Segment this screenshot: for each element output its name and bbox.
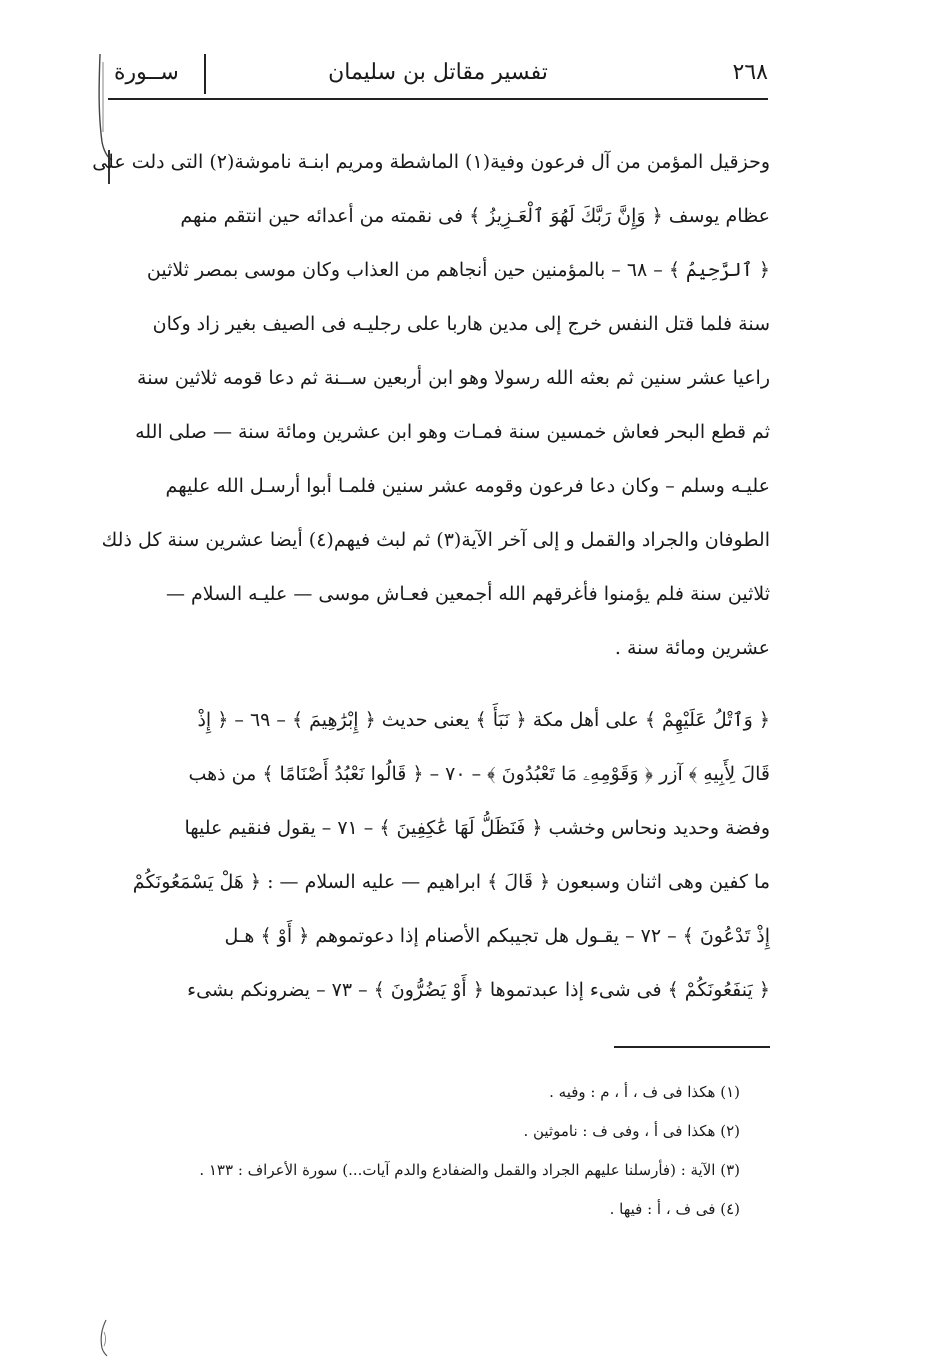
text-line: ثلاثين سنة فلم يؤمنوا فأغرقهم الله أجمعين فعـاش موسى — عليـه السلام — — [165, 583, 770, 605]
bottom-pen-mark — [94, 1318, 114, 1358]
running-header — [108, 52, 768, 100]
text-line: وفضة وحديد ونحاس وخشب ﴿ فَنَظَلُّ لَهَا عَٰكِفِينَ ﴾ – ٧١ – يقول فنقيم عليها — [184, 817, 770, 839]
footnotes — [112, 1073, 740, 1229]
header-rule — [108, 98, 768, 100]
text-line: ﴿ يَنفَعُونَكُمْ ﴾ فى شىء إذا عبدتموها ﴿ أَوْ يَضُرُّونَ ﴾ – ٧٣ – يضرونكم بشىء — [187, 979, 770, 1001]
text-line: ﴿ ٱلرَّحِيمُ ﴾ – ٦٨ – بالمؤمنين حين أنجاهم من العذاب وكان موسى بمصر ثلاثين — [146, 259, 770, 281]
chapter-label: ســورة — [114, 60, 179, 85]
text-line: ثم قطع البحر فعاش خمسين سنة فمـات وهو ابن عشرين ومائة سنة — صلى الله — [135, 421, 770, 443]
paragraph-1 — [92, 135, 770, 675]
text-line: إِذْ تَدْعُونَ ﴾ – ٧٢ – يقـول هل تجيبكم الأصنام إذا دعوتموهم ﴿ أَوْ ﴾ هـل — [224, 925, 770, 947]
text-line: ما كفين وهى اثنان وسبعون ﴿ قَالَ ﴾ ابراهيم — عليه السلام — : ﴿ هَلْ يَسْمَعُونَكُمْ — [132, 871, 770, 893]
text-line: قَالَ لِأَبِيهِ ﴾ آزر ﴿ وَقَوْمِهِۦ مَا تَعْبُدُونَ ﴾ – ٧٠ – ﴿ قَالُوا نَعْبُدُ أَصْنَامًا ﴾ من ذهب — [188, 763, 770, 785]
text-line: الطوفان والجراد والقمل و إلى آخر الآية(٣) ثم لبث فيهم(٤) أيضا عشرين سنة كل ذلك — [101, 529, 770, 551]
text-line: ﴿ وَٱتْلُ عَلَيْهِمْ ﴾ على أهل مكة ﴿ نَبَأَ ﴾ يعنى حديث ﴿ إِبْرَٰهِيمَ ﴾ – ٦٩ – ﴿ إِذْ — [197, 709, 770, 731]
text-line: راعيا عشر سنين ثم بعثه الله رسولا وهو ابن أربعين ســنة ثم دعا قومه ثلاثين سنة — [137, 367, 770, 389]
text-line: وحزقيل المؤمن من آل فرعون وفية(١) الماشطة ومريم ابنـة ناموشة(٢) التى دلت على — [92, 151, 770, 173]
footnote-3: (٣) الآية : (فأرسلنا عليهم الجراد والقمل والضفادع والدم آيات...) سورة الأعراف : ١٣٣ . — [199, 1161, 740, 1179]
paragraph-2 — [112, 693, 770, 1017]
header-separator — [204, 54, 206, 94]
text-line: عشرين ومائة سنة . — [614, 637, 770, 659]
footnote-2: (٢) هكذا فى أ ، وفى ف : ناموثين . — [523, 1122, 740, 1140]
text-line: سنة فلما قتل النفس خرج إلى مدين هاربا على رجليـه فى الصيف بغير زاد وكان — [152, 313, 770, 335]
footnote-separator — [614, 1046, 770, 1048]
footnote-4: (٤) فى ف ، أ : فيها . — [609, 1200, 740, 1218]
footnote-1: (١) هكذا فى ف ، أ ، م : وفيه . — [549, 1083, 740, 1101]
text-line: عظام يوسف ﴿ وَإِنَّ رَبَّكَ لَهُوَ ٱلْعَـزِيزُ ﴾ فى نقمته من أعدائه حين انتقم منهم — [180, 205, 770, 227]
book-title: تفسير مقاتل بن سليمان — [328, 60, 548, 85]
page-number: ٢٦٨ — [732, 60, 768, 85]
text-line: عليـه وسلم – وكان دعا فرعون وقومه عشر سنين فلمـا أبوا أرسـل الله عليهم — [165, 475, 770, 497]
